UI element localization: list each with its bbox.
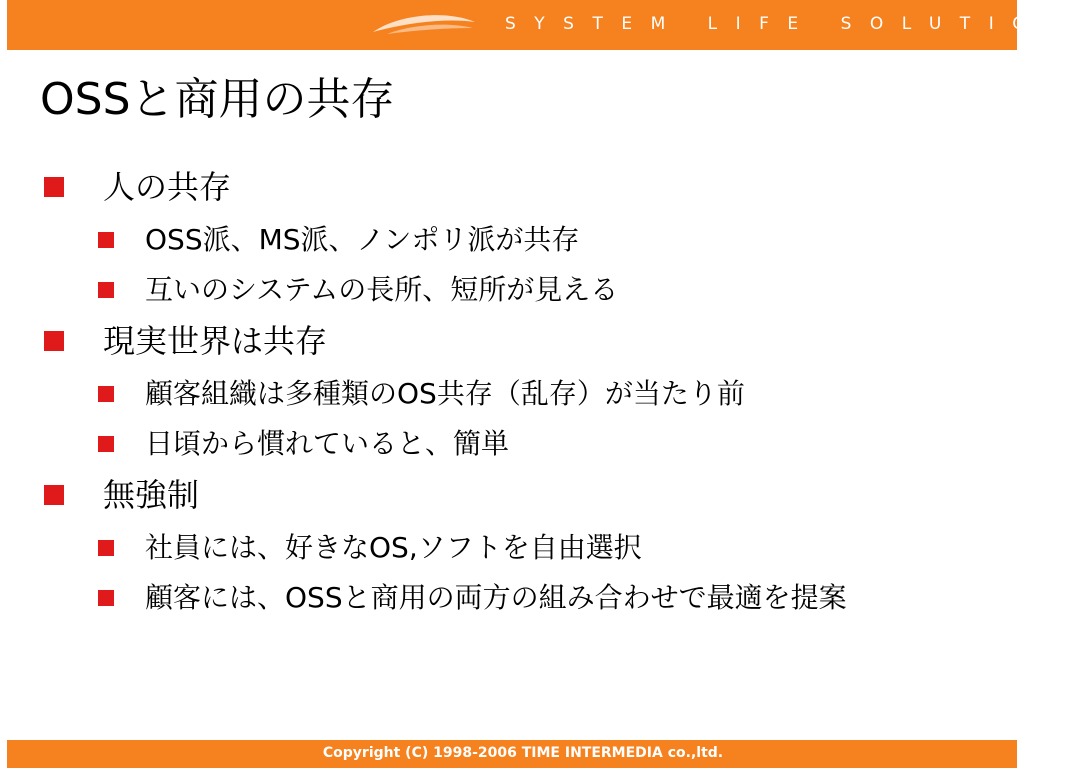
page-title: OSSと商用の共存	[40, 74, 395, 125]
bullet-square-icon	[98, 232, 114, 248]
list-item	[0, 272, 1024, 308]
copyright-text: Copyright (C) 1998-2006 TIME INTERMEDIA co.,ltd.	[322, 745, 724, 761]
section-heading	[0, 476, 1024, 514]
list-item-text: 社員には、好きなOS,ソフトを自由選択	[145, 531, 642, 564]
bullet-square-icon	[98, 540, 114, 556]
list-item-text: 互いのシステムの長所、短所が見える	[145, 273, 619, 306]
bullet-square-icon	[44, 331, 64, 351]
list-item-text: 日頃から慣れていると、簡単	[145, 427, 510, 460]
list-item-text: 顧客には、OSSと商用の両方の組み合わせで最適を提案	[145, 581, 847, 614]
header-tagline: SYSTEM LIFE SOLUTION	[505, 14, 1075, 34]
list-item	[0, 222, 1024, 258]
section-heading-text: 現実世界は共存	[103, 322, 328, 360]
list-item	[0, 376, 1024, 412]
bullet-square-icon	[98, 436, 114, 452]
footer-bar	[7, 740, 1017, 768]
list-item	[0, 426, 1024, 462]
list-item	[0, 530, 1024, 566]
bullet-square-icon	[44, 177, 64, 197]
section-heading-text: 人の共存	[103, 168, 232, 206]
section-people	[0, 168, 1024, 308]
section-heading-text: 無強制	[103, 476, 200, 514]
section-real-world	[0, 322, 1024, 462]
section-heading	[0, 322, 1024, 360]
bullet-list	[0, 168, 1024, 630]
bullet-square-icon	[98, 590, 114, 606]
bullet-square-icon	[44, 485, 64, 505]
list-item-text: 顧客組織は多種類のOS共存（乱存）が当たり前	[145, 377, 745, 410]
header-bar	[7, 0, 1075, 50]
swoosh-logo-icon	[369, 12, 479, 36]
bullet-square-icon	[98, 282, 114, 298]
list-item	[0, 580, 1024, 616]
section-heading	[0, 168, 1024, 206]
list-item-text: OSS派、MS派、ノンポリ派が共存	[145, 223, 580, 256]
bullet-square-icon	[98, 386, 114, 402]
section-no-force	[0, 476, 1024, 616]
